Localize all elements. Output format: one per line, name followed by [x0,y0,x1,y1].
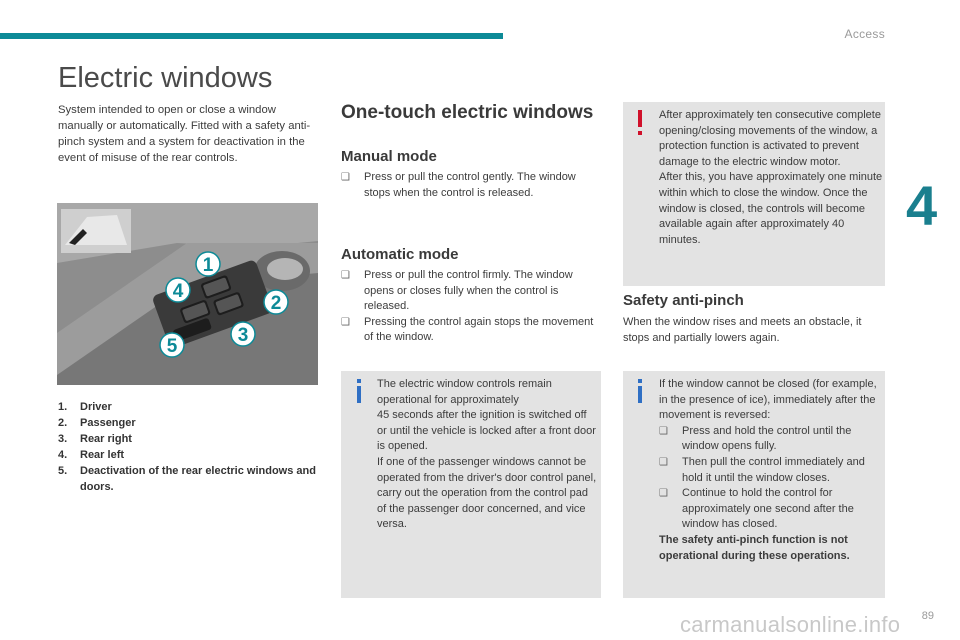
header-accent-bar [0,33,503,39]
info-box-controls [341,371,601,598]
list-item: ❑ Continue to hold the control for approximately one second after the window has closed. [659,487,854,531]
watermark: carmanualsonline.info [680,612,901,637]
callout-3 [231,322,255,346]
warning-box [623,102,885,286]
info-icon [636,379,644,403]
list-item: ❑ Pressing the control again stops the movement of the window. [341,315,594,344]
list-item: ❑ Press or pull the control gently. The window stops when the control is released. [341,171,576,199]
info-box-text: The electric window controls remain operational for approximately 45 seconds after the ignition is switched off or until the vehicle is locked after a front door is opened. If one of the passenger windows cannot be operated from the driver's door control panel, carry out the operation from the control pad of the passenger door concerned, and vice versa. [377,378,597,531]
anti-pinch-note: The safety anti-pinch function is not operational during these operations. [659,533,850,562]
callout-2 [264,290,288,314]
legend-item: 4. Rear left [58,449,125,461]
manual-mode-heading: Manual mode [341,148,437,165]
legend-item: 2. Passenger [58,417,136,429]
anti-pinch-steps [659,424,883,533]
info-box-anti-pinch [623,371,885,598]
info-icon [355,379,363,403]
manual-mode-list [341,170,603,201]
callout-5 [160,333,184,357]
anti-pinch-paragraph: When the window rises and meets an obstacle, it stops and partially lowers again. [623,316,862,344]
warning-text: After approximately ten consecutive complete opening/closing movements of the window, a protection function is activated to prevent damage to the electric window motor. After this, you have approximately one minute within which to close the window. Once the window is closed, the controls will become available again after approximately 40 minutes. [659,109,883,246]
svg-text:2: 2 [270,293,282,314]
page-title: Electric windows [58,62,273,94]
window-switch-photo [57,203,318,385]
svg-text:1: 1 [202,255,214,276]
list-item: ❑ Press or pull the control firmly. The window opens or closes fully when the control is released. [341,269,573,313]
legend-item: 1. Driver [58,401,112,413]
anti-pinch-info-text: If the window cannot be closed (for example, in the presence of ice), immediately after the movement is reversed: ❑ Press and hold the control until the window opens fully. ❑ Then pull the control immediately and hold it until the window closes. ❑ Continue to hold the control for approximately one second after the window has closed. The safety anti-pinch function is not operational during these operations. [659,377,883,564]
warning-icon [636,110,644,136]
svg-text:5: 5 [166,336,178,357]
window-switch-panel-illustration [57,203,318,385]
svg-text:3: 3 [237,325,249,346]
automatic-mode-heading: Automatic mode [341,246,459,263]
list-item: ❑ Press and hold the control until the window opens fully. [659,424,852,453]
chapter-number: 4 [906,174,938,237]
figure-legend [58,399,320,495]
list-item: ❑ Then pull the control immediately and hold it until the window closes. [659,455,865,484]
callout-4 [166,278,190,302]
intro-paragraph: System intended to open or close a window manually or automatically. Fitted with a safety anti-pinch system and a system for deactivation in the event of misuse of the rear controls. [58,104,311,164]
automatic-mode-list [341,268,603,346]
svg-text:4: 4 [172,281,184,302]
anti-pinch-heading: Safety anti-pinch [623,292,744,309]
legend-item: 5. Deactivation of the rear electric windows and doors. [58,465,316,493]
one-touch-heading: One-touch electric windows [341,102,594,123]
page-number: 89 [921,610,934,622]
legend-item: 3. Rear right [58,433,132,445]
callout-1 [196,252,220,276]
section-title: Access [844,27,885,41]
